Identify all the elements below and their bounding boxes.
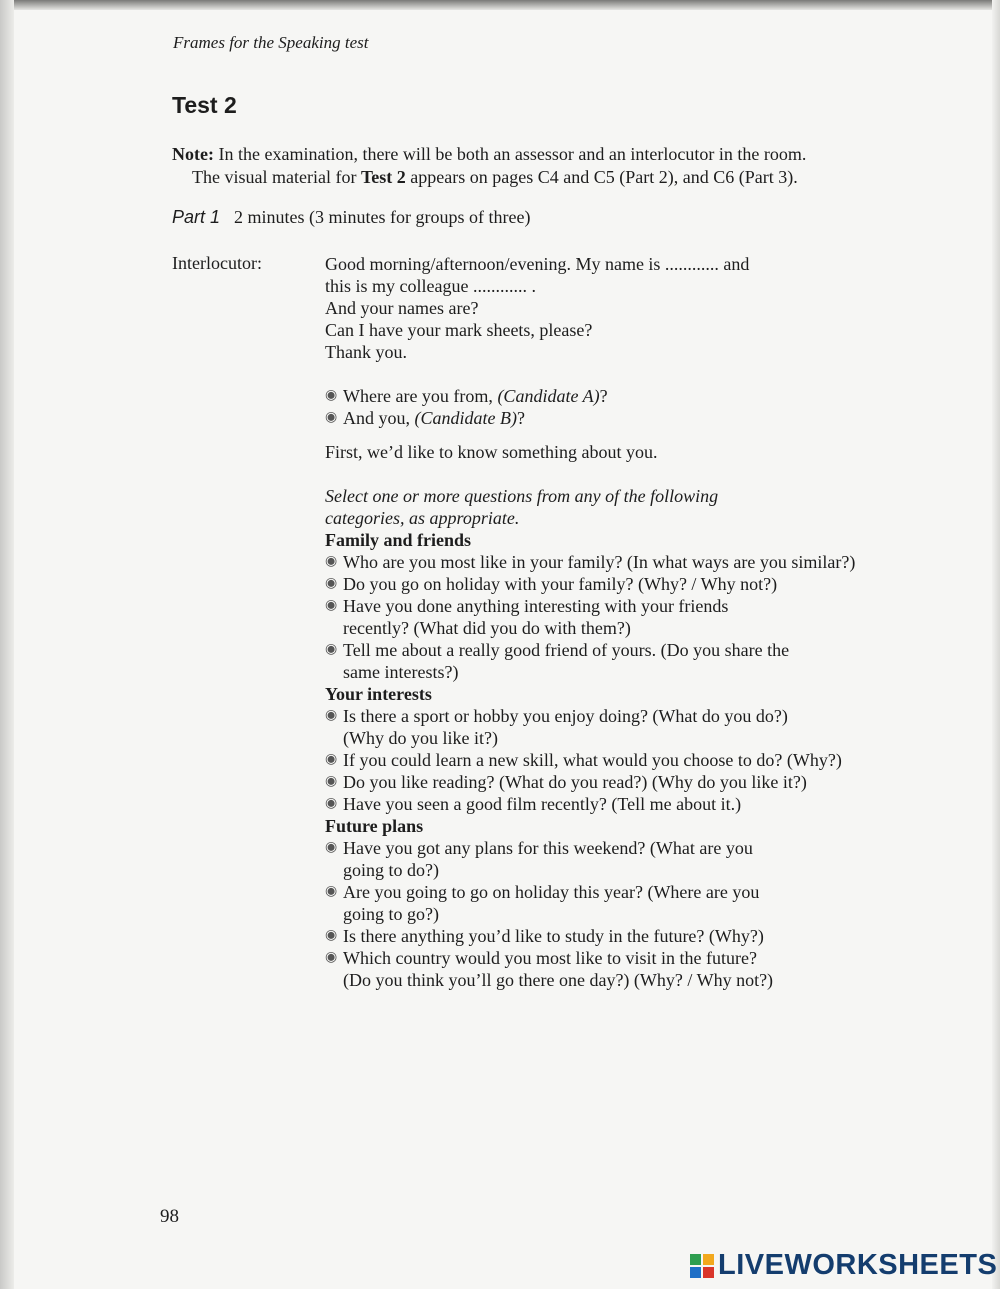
question-line: Have you done anything interesting with your friends [343, 596, 729, 616]
logo-square [690, 1254, 701, 1265]
question-line: going to go?) [343, 904, 439, 924]
question-line: Tell me about a really good friend of yours. (Do you share the [343, 640, 790, 660]
bullet-circle-icon: ◉ [325, 598, 338, 613]
category-questions [325, 551, 965, 683]
note-block [172, 143, 942, 189]
bullet-circle-icon: ◉ [325, 642, 338, 657]
bullet-circle-icon: ◉ [325, 576, 338, 591]
intro-line: Good morning/afternoon/evening. My name is ............ and [325, 254, 750, 274]
question-line: Is there a sport or hobby you enjoy doing? (What do you do?) [343, 706, 788, 726]
scan-edge-right [992, 0, 1000, 1289]
scan-edge-top [0, 0, 1000, 10]
bullet-circle-icon: ◉ [325, 554, 338, 569]
question-line: Have you seen a good film recently? (Tell me about it.) [343, 794, 742, 814]
note-text-2b: appears on pages C4 and C5 (Part 2), and C6 (Part 3). [405, 167, 798, 187]
bullet-circle-icon: ◉ [325, 884, 338, 899]
page-number: 98 [160, 1206, 179, 1227]
candidate-name: (Candidate B) [414, 408, 517, 428]
bullet-circle-icon: ◉ [325, 774, 338, 789]
question-line: same interests?) [343, 662, 459, 682]
list-item [325, 793, 965, 815]
candidate-question [325, 407, 965, 429]
list-item [325, 947, 965, 991]
bullet-circle-icon: ◉ [325, 928, 338, 943]
note-text-1: In the examination, there will be both an assessor and an interlocutor in the room. [213, 144, 807, 164]
candidate-name: (Candidate A) [497, 386, 600, 406]
question-text: And you, [343, 408, 415, 428]
part-label: Part 1 [172, 207, 221, 227]
bullet-circle-icon: ◉ [325, 950, 338, 965]
bullet-circle-icon: ◉ [325, 840, 338, 855]
list-item [325, 573, 965, 595]
page-title: Test 2 [172, 92, 237, 118]
bullet-circle-icon: ◉ [325, 752, 338, 767]
question-line: If you could learn a new skill, what would you choose to do? (Why?) [343, 750, 842, 770]
list-item [325, 705, 965, 749]
question-line: Have you got any plans for this weekend? (What are you [343, 838, 753, 858]
category-title: Your interests [325, 684, 432, 704]
question-line: Who are you most like in your family? (In what ways are you similar?) [343, 552, 856, 572]
logo-square [690, 1267, 701, 1278]
bullet-circle-icon: ◉ [325, 708, 338, 723]
list-item [325, 749, 965, 771]
question-line: Which country would you most like to visit in the future? [343, 948, 757, 968]
question-line: Do you go on holiday with your family? (Why? / Why not?) [343, 574, 778, 594]
category-title: Family and friends [325, 530, 472, 550]
candidate-questions [325, 385, 965, 429]
question-line: (Why do you like it?) [343, 728, 498, 748]
question-text: Where are you from, [343, 386, 498, 406]
question-line: Are you going to go on holiday this year? (Where are you [343, 882, 760, 902]
intro-line: Thank you. [325, 342, 407, 362]
list-item [325, 639, 965, 683]
bullet-circle-icon: ◉ [325, 388, 338, 403]
category-questions [325, 705, 965, 815]
liveworksheets-logo-icon [690, 1254, 714, 1278]
list-item [325, 771, 965, 793]
speaker-label: Interlocutor: [172, 253, 262, 273]
list-item [325, 551, 965, 573]
script-body [325, 253, 965, 991]
list-item [325, 881, 965, 925]
question-end: ? [516, 408, 525, 428]
part-duration: 2 minutes (3 minutes for groups of three) [234, 207, 531, 227]
bullet-circle-icon: ◉ [325, 410, 338, 425]
question-line: Do you like reading? (What do you read?) (Why do you like it?) [343, 772, 807, 792]
list-item [325, 925, 965, 947]
note-test-ref: Test 2 [360, 167, 406, 187]
category-questions [325, 837, 965, 991]
logo-square [703, 1267, 714, 1278]
candidate-question [325, 385, 965, 407]
question-line: Is there anything you’d like to study in the future? (Why?) [343, 926, 764, 946]
intro-line: And your names are? [325, 298, 479, 318]
scan-edge-left [0, 0, 14, 1289]
bullet-circle-icon: ◉ [325, 796, 338, 811]
running-header: Frames for the Speaking test [173, 33, 369, 52]
question-line: recently? (What did you do with them?) [343, 618, 631, 638]
instruction-line: categories, as appropriate. [325, 508, 520, 528]
question-categories [325, 529, 965, 991]
instruction-line: Select one or more questions from any of the following [325, 486, 719, 506]
note-line-1 [172, 143, 942, 166]
question-line: going to do?) [343, 860, 439, 880]
first-line: First, we’d like to know something about you. [325, 442, 658, 462]
liveworksheets-watermark [690, 1249, 997, 1282]
part-heading [172, 207, 530, 228]
intro-line: this is my colleague ............ . [325, 276, 536, 296]
note-line-2 [172, 166, 942, 189]
note-label: Note: [172, 144, 214, 164]
instruction-text [325, 485, 965, 529]
note-text-2a: The visual material for [192, 167, 361, 187]
intro-line: Can I have your mark sheets, please? [325, 320, 593, 340]
list-item [325, 837, 965, 881]
category-title: Future plans [325, 816, 424, 836]
question-end: ? [599, 386, 608, 406]
logo-square [703, 1254, 714, 1265]
intro-block [325, 253, 965, 363]
watermark-text: LIVEWORKSHEETS [718, 1249, 998, 1281]
list-item [325, 595, 965, 639]
question-line: (Do you think you’ll go there one day?) (Why? / Why not?) [343, 970, 774, 990]
